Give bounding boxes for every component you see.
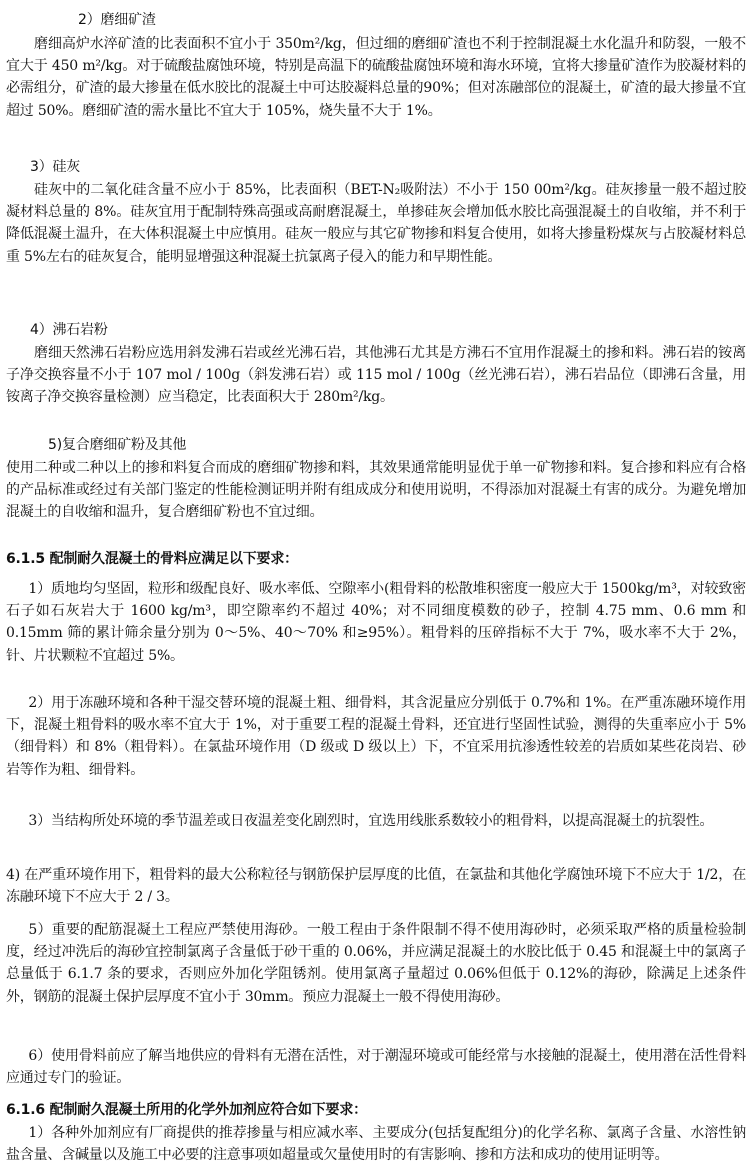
paragraph-zeolite: 磨细天然沸石岩粉应选用斜发沸石岩或丝光沸石岩，其他沸石尤其是方沸石不宜用作混凝土的掺和料。沸石岩的铵离子净交换容量不小于 107 mol / 100g（斜发沸石岩）或 115 mol / 100g（丝光沸石岩），沸石岩品位（即沸石含量，用铵离子净交换容量检测）应当稳定，比表面积大于 280m²/kg。 xyxy=(6,345,746,406)
paragraph-slag: 磨细高炉水淬矿渣的比表面积不宜小于 350m²/kg，但过细的磨细矿渣也不利于控制混凝土水化温升和防裂，一般不宜大于 450 m²/kg。对于硫酸盐腐蚀环境，特别是高温下的硫酸盐腐蚀环境和海水环境，宜将大掺量矿渣作为胶凝材料的必需组分，矿渣的最大掺量在低水胶比的混凝土中可达胶凝料总量的90%；但对冻融部位的混凝土，矿渣的最大掺量不宜超过 50%。磨细矿渣的需水量比不宜大于 105%，烧失量不大于 1%。 xyxy=(6,36,746,119)
section-heading-6-1-6 xyxy=(6,1099,746,1121)
section-title: 配制耐久混凝土的骨料应满足以下要求： xyxy=(49,551,298,567)
requirement-4: 4) 在严重环境作用下，粗骨料的最大公称粒径与钢筋保护层厚度的比值，在氯盐和其他化学腐蚀环境下不应大于 1/2，在冻融环境下不应大于 2 / 3。 xyxy=(6,867,746,906)
section-heading-6-1-5 xyxy=(6,548,746,570)
requirement-2: 2）用于冻融环境和各种干湿交替环境的混凝土粗、细骨料，其含泥量应分别低于 0.7%和 1%。在严重冻融环境作用下，混凝土粗骨料的吸水率不宜大于 1%，对于重要工程的混凝土骨料，还宜进行坚固性试验，测得的失重率应小于 5%（细骨料）和 8%（粗骨料）。在氯盐环境作用（D 级或 D 级以上）下，不宜采用抗渗透性较差的岩质如某些花岗岩、砂岩等作为粗、细骨料。 xyxy=(6,695,746,778)
section-title: 配制耐久混凝土所用的化学外加剂应符合如下要求： xyxy=(49,1102,367,1118)
subsection-heading-zeolite: 4）沸石岩粉 xyxy=(30,322,108,338)
requirement-6: 6）使用骨料前应了解当地供应的骨料有无潜在活性，对于潮湿环境或可能经常与水接触的混凝土，使用潜在活性骨料应通过专门的验证。 xyxy=(6,1048,746,1087)
requirement-5: 5）重要的配筋混凝土工程应严禁使用海砂。一般工程由于条件限制不得不使用海砂时，必须采取严格的质量检验制度，经过冲洗后的海砂宜控制氯离子含量低于砂干重的 0.06%，并应满足混凝土的水胶比低于 0.45 和混凝土中的氯离子总量低于 6.1.7 条的要求，否则应外加化学阻锈剂。使用氯离子量超过 0.06%但低于 0.12%的海砂，除满足上述条件外，钢筋的混凝土保护层厚度不宜小于 30mm。预应力混凝土一般不得使用海砂。 xyxy=(6,922,746,1005)
requirement-3: 3）当结构所处环境的季节温差或日夜温差变化剧烈时，宜选用线胀系数较小的粗骨料，以提高混凝土的抗裂性。 xyxy=(28,813,714,829)
admixture-requirement-1: 1）各种外加剂应有厂商提供的推荐掺量与相应减水率、主要成分(包括复配组分)的化学名称、氯离子含量、水溶性钠盐含量、含碱量以及施工中必要的注意事项如超量或欠量使用时的有害影响、掺和方法和成功的使用证明等。 xyxy=(6,1125,746,1164)
section-number: 6.1.6 xyxy=(6,1102,45,1118)
requirement-1: 1）质地均匀坚固，粒形和级配良好、吸水率低、空隙率小(粗骨料的松散堆积密度一般应大于 1500kg/m³，对较致密石子如石灰岩大于 1600 kg/m³，即空隙率约不超过 40%；对不同细度模数的砂子，控制 4.75 mm、0.6 mm 和 0.15mm 筛的累计筛余量分别为 0～5%、40～70% 和≥95%）。粗骨料的压碎指标不大于 7%，吸水率不大于 2%，针、片状颗粒不宜超过 5%。 xyxy=(6,581,746,664)
subsection-heading-slag: 2）磨细矿渣 xyxy=(78,12,156,28)
paragraph-silica-fume: 硅灰中的二氧化硅含量不应小于 85%，比表面积（BET-N₂吸附法）不小于 150 00m²/kg。硅灰掺量一般不超过胶凝材料总量的 8%。硅灰宜用于配制特殊高强或高耐磨混凝土，单掺硅灰会增加低水胶比高强混凝土的自收缩，并不利于降低混凝土温升，在大体积混凝土中应慎用。硅灰一般应与其它矿物掺和料复合使用，如将大掺量粉煤灰与占胶凝材料总重 5%左右的硅灰复合，能明显增强这种混凝土抗氯离子侵入的能力和早期性能。 xyxy=(6,182,746,265)
subsection-heading-silica-fume: 3）硅灰 xyxy=(30,159,81,175)
subsection-heading-composite: 5)复合磨细矿粉及其他 xyxy=(48,437,187,453)
paragraph-composite: 使用二种或二种以上的掺和料复合而成的磨细矿物掺和料，其效果通常能明显优于单一矿物掺和料。复合掺和料应有合格的产品标准或经过有关部门鉴定的性能检测证明并附有组成成分和使用说明，不得添加对混凝土有害的成分。为避免增加混凝土的自收缩和温升，复合磨细矿粉也不宜过细。 xyxy=(6,460,746,521)
section-number: 6.1.5 xyxy=(6,551,45,567)
